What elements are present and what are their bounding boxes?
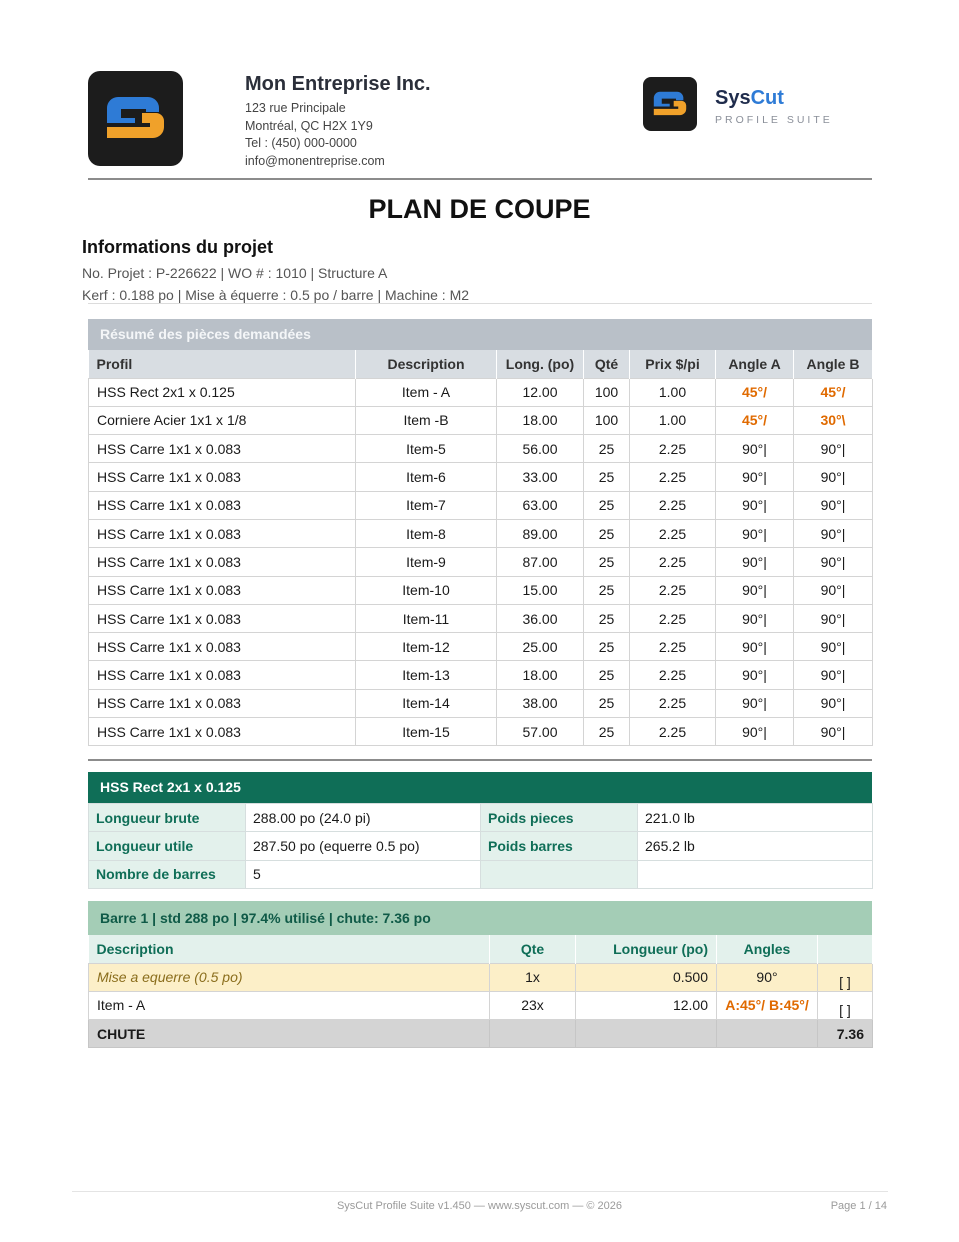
summary-row	[89, 406, 873, 434]
summary-cell-profil: HSS Carre 1x1 x 0.083	[89, 661, 356, 689]
summary-cell-angle-b: 90°|	[794, 519, 873, 547]
summary-cell-prix: 2.25	[630, 604, 716, 632]
cut-longueur: 12.00	[576, 991, 717, 1019]
brand-name-prefix: Sys	[715, 87, 751, 109]
bar-header-longueur: Longueur (po)	[576, 935, 717, 963]
summary-section	[88, 319, 872, 746]
summary-header-row	[89, 350, 873, 378]
chute-row	[89, 1020, 873, 1048]
summary-cell-profil: HSS Carre 1x1 x 0.083	[89, 576, 356, 604]
bar-1-section	[88, 901, 872, 1048]
s-logo-icon	[643, 77, 697, 131]
project-info-line-2: Kerf : 0.188 po | Mise à équerre : 0.5 po / barre | Machine : M2	[82, 287, 470, 303]
summary-cell-description: Item -B	[356, 406, 497, 434]
summary-cell-profil: Corniere Acier 1x1 x 1/8	[89, 406, 356, 434]
summary-header-angle-a: Angle A	[716, 350, 794, 378]
summary-cell-angle-a: 90°|	[716, 604, 794, 632]
summary-cell-prix: 2.25	[630, 435, 716, 463]
cut-longueur: 0.500	[576, 963, 717, 991]
summary-cell-description: Item-7	[356, 491, 497, 519]
summary-header-profil: Profil	[89, 350, 356, 378]
summary-cell-prix: 2.25	[630, 576, 716, 604]
summary-cell-angle-a: 90°|	[716, 661, 794, 689]
chute-empty-cell	[576, 1020, 717, 1048]
summary-cell-prix: 2.25	[630, 519, 716, 547]
summary-row	[89, 604, 873, 632]
project-info-line-1: No. Projet : P-226622 | WO # : 1010 | Structure A	[82, 265, 388, 281]
summary-cell-description: Item-15	[356, 718, 497, 746]
summary-cell-prix: 1.00	[630, 378, 716, 406]
summary-cell-longueur: 87.00	[497, 548, 584, 576]
summary-cell-description: Item-8	[356, 519, 497, 547]
summary-cell-angle-a: 90°|	[716, 689, 794, 717]
summary-cell-longueur: 18.00	[497, 661, 584, 689]
summary-cell-longueur: 38.00	[497, 689, 584, 717]
bar-header-check	[818, 935, 873, 963]
summary-cell-profil: HSS Carre 1x1 x 0.083	[89, 491, 356, 519]
summary-cell-angle-a: 90°|	[716, 491, 794, 519]
poids-pieces-label: Poids pieces	[481, 804, 638, 832]
summary-cell-qte: 100	[584, 378, 630, 406]
summary-cell-angle-a: 90°|	[716, 519, 794, 547]
summary-cell-longueur: 36.00	[497, 604, 584, 632]
page-number: Page 1 / 14	[830, 1200, 887, 1212]
summary-cell-prix: 2.25	[630, 633, 716, 661]
section-divider	[88, 759, 872, 761]
summary-cell-description: Item-12	[356, 633, 497, 661]
cut-angles: A:45°/ B:45°/	[717, 991, 818, 1019]
summary-header-prix: Prix $/pi	[630, 350, 716, 378]
summary-cell-longueur: 12.00	[497, 378, 584, 406]
summary-cell-profil: HSS Carre 1x1 x 0.083	[89, 519, 356, 547]
summary-cell-profil: HSS Rect 2x1 x 0.125	[89, 378, 356, 406]
summary-cell-profil: HSS Carre 1x1 x 0.083	[89, 633, 356, 661]
bar-1-title: Barre 1 | std 288 po | 97.4% utilisé | chute: 7.36 po	[88, 901, 872, 935]
summary-cell-prix: 2.25	[630, 548, 716, 576]
summary-cell-longueur: 56.00	[497, 435, 584, 463]
summary-cell-qte: 100	[584, 406, 630, 434]
summary-cell-angle-a: 45°/	[716, 378, 794, 406]
bar-header-qte: Qte	[490, 935, 576, 963]
header-divider	[88, 178, 872, 180]
summary-cell-angle-b: 90°|	[794, 491, 873, 519]
poids-pieces-value: 221.0 lb	[638, 804, 873, 832]
summary-cell-longueur: 63.00	[497, 491, 584, 519]
summary-row	[89, 689, 873, 717]
longueur-brute-label: Longueur brute	[89, 804, 246, 832]
summary-row	[89, 718, 873, 746]
summary-cell-angle-a: 45°/	[716, 406, 794, 434]
summary-title: Résumé des pièces demandées	[88, 319, 872, 350]
company-address-1: 123 rue Principale	[245, 101, 346, 115]
summary-cell-angle-a: 90°|	[716, 718, 794, 746]
summary-cell-description: Item-5	[356, 435, 497, 463]
material-table	[88, 803, 873, 889]
summary-cell-prix: 2.25	[630, 718, 716, 746]
summary-cell-profil: HSS Carre 1x1 x 0.083	[89, 463, 356, 491]
bar-header-angles: Angles	[717, 935, 818, 963]
summary-table	[88, 350, 873, 746]
summary-cell-qte: 25	[584, 548, 630, 576]
summary-cell-qte: 25	[584, 661, 630, 689]
summary-cell-description: Item-13	[356, 661, 497, 689]
material-section	[88, 772, 872, 889]
summary-cell-prix: 2.25	[630, 661, 716, 689]
info-divider	[88, 303, 872, 304]
bar-1-header-row	[89, 935, 873, 963]
summary-cell-prix: 1.00	[630, 406, 716, 434]
footer-divider	[72, 1191, 888, 1192]
summary-header-angle-b: Angle B	[794, 350, 873, 378]
summary-cell-angle-b: 45°/	[794, 378, 873, 406]
summary-cell-angle-b: 90°|	[794, 718, 873, 746]
brand-block	[643, 77, 873, 131]
cut-checkbox[interactable]: [ ]	[818, 991, 873, 1019]
summary-cell-angle-a: 90°|	[716, 633, 794, 661]
summary-cell-qte: 25	[584, 604, 630, 632]
summary-cell-prix: 2.25	[630, 463, 716, 491]
summary-cell-angle-b: 90°|	[794, 661, 873, 689]
summary-header-description: Description	[356, 350, 497, 378]
summary-cell-profil: HSS Carre 1x1 x 0.083	[89, 548, 356, 576]
longueur-brute-value: 288.00 po (24.0 pi)	[246, 804, 481, 832]
longueur-utile-label: Longueur utile	[89, 832, 246, 860]
summary-cell-description: Item - A	[356, 378, 497, 406]
summary-cell-angle-a: 90°|	[716, 463, 794, 491]
empty-value-cell	[638, 860, 873, 888]
summary-cell-longueur: 15.00	[497, 576, 584, 604]
chute-empty-cell	[490, 1020, 576, 1048]
cut-checkbox[interactable]: [ ]	[818, 963, 873, 991]
project-info-title: Informations du projet	[82, 237, 273, 257]
chute-label: CHUTE	[89, 1020, 490, 1048]
summary-cell-longueur: 25.00	[497, 633, 584, 661]
summary-cell-qte: 25	[584, 633, 630, 661]
cut-qte: 1x	[490, 963, 576, 991]
nombre-barres-value: 5	[246, 860, 481, 888]
summary-cell-angle-b: 90°|	[794, 689, 873, 717]
company-email: info@monentreprise.com	[245, 153, 385, 168]
summary-cell-prix: 2.25	[630, 491, 716, 519]
company-info	[245, 73, 431, 170]
bar-1-table	[88, 935, 873, 1048]
summary-row	[89, 463, 873, 491]
project-info	[82, 237, 469, 306]
summary-cell-qte: 25	[584, 689, 630, 717]
brand-name-accent: Cut	[750, 87, 784, 109]
company-phone: Tel : (450) 000-0000	[245, 136, 357, 150]
brand-name	[715, 87, 784, 110]
summary-row	[89, 548, 873, 576]
summary-cell-prix: 2.25	[630, 689, 716, 717]
summary-cell-angle-a: 90°|	[716, 548, 794, 576]
summary-cell-profil: HSS Carre 1x1 x 0.083	[89, 718, 356, 746]
company-address-2: Montréal, QC H2X 1Y9	[245, 118, 373, 133]
summary-row	[89, 633, 873, 661]
material-row	[89, 860, 873, 888]
summary-cell-longueur: 18.00	[497, 406, 584, 434]
summary-row	[89, 661, 873, 689]
summary-cell-qte: 25	[584, 519, 630, 547]
longueur-utile-value: 287.50 po (equerre 0.5 po)	[246, 832, 481, 860]
cut-description: Item - A	[89, 991, 490, 1019]
poids-barres-label: Poids barres	[481, 832, 638, 860]
brand-subtitle: PROFILE SUITE	[715, 114, 833, 126]
summary-cell-angle-b: 90°|	[794, 548, 873, 576]
summary-header-qte: Qté	[584, 350, 630, 378]
summary-cell-angle-a: 90°|	[716, 435, 794, 463]
brand-logo	[643, 77, 697, 131]
summary-row	[89, 491, 873, 519]
summary-cell-longueur: 57.00	[497, 718, 584, 746]
bar-header-description: Description	[89, 935, 490, 963]
summary-row	[89, 435, 873, 463]
summary-header-longueur: Long. (po)	[497, 350, 584, 378]
summary-cell-angle-b: 90°|	[794, 435, 873, 463]
company-name: Mon Entreprise Inc.	[245, 73, 431, 95]
summary-cell-angle-b: 90°|	[794, 633, 873, 661]
chute-empty-cell	[717, 1020, 818, 1048]
footer-text: SysCut Profile Suite v1.450 — www.syscut.com — © 2026	[336, 1200, 623, 1212]
summary-cell-description: Item-9	[356, 548, 497, 576]
summary-cell-qte: 25	[584, 463, 630, 491]
summary-cell-longueur: 89.00	[497, 519, 584, 547]
page-title: PLAN DE COUPE	[368, 194, 591, 224]
summary-cell-angle-b: 90°|	[794, 604, 873, 632]
summary-cell-angle-b: 90°|	[794, 576, 873, 604]
material-row	[89, 832, 873, 860]
cut-angles: 90°	[717, 963, 818, 991]
material-row	[89, 804, 873, 832]
material-title: HSS Rect 2x1 x 0.125	[88, 772, 872, 803]
summary-cell-profil: HSS Carre 1x1 x 0.083	[89, 604, 356, 632]
page-header	[88, 71, 872, 179]
poids-barres-value: 265.2 lb	[638, 832, 873, 860]
summary-cell-qte: 25	[584, 718, 630, 746]
summary-cell-angle-b: 90°|	[794, 463, 873, 491]
s-logo-icon	[88, 71, 183, 166]
summary-cell-profil: HSS Carre 1x1 x 0.083	[89, 689, 356, 717]
nombre-barres-label: Nombre de barres	[89, 860, 246, 888]
summary-cell-angle-a: 90°|	[716, 576, 794, 604]
cut-row-item-a	[89, 991, 873, 1019]
summary-row	[89, 519, 873, 547]
summary-cell-profil: HSS Carre 1x1 x 0.083	[89, 435, 356, 463]
summary-cell-description: Item-14	[356, 689, 497, 717]
summary-cell-qte: 25	[584, 576, 630, 604]
cut-description: Mise a equerre (0.5 po)	[89, 963, 490, 991]
summary-row	[89, 378, 873, 406]
summary-row	[89, 576, 873, 604]
empty-label-cell	[481, 860, 638, 888]
cut-row-equerre	[89, 963, 873, 991]
company-logo	[88, 71, 183, 166]
summary-cell-description: Item-6	[356, 463, 497, 491]
chute-value: 7.36	[818, 1020, 873, 1048]
summary-cell-description: Item-10	[356, 576, 497, 604]
summary-cell-qte: 25	[584, 491, 630, 519]
summary-cell-longueur: 33.00	[497, 463, 584, 491]
summary-cell-qte: 25	[584, 435, 630, 463]
cut-qte: 23x	[490, 991, 576, 1019]
summary-cell-angle-b: 30°\	[794, 406, 873, 434]
summary-cell-description: Item-11	[356, 604, 497, 632]
